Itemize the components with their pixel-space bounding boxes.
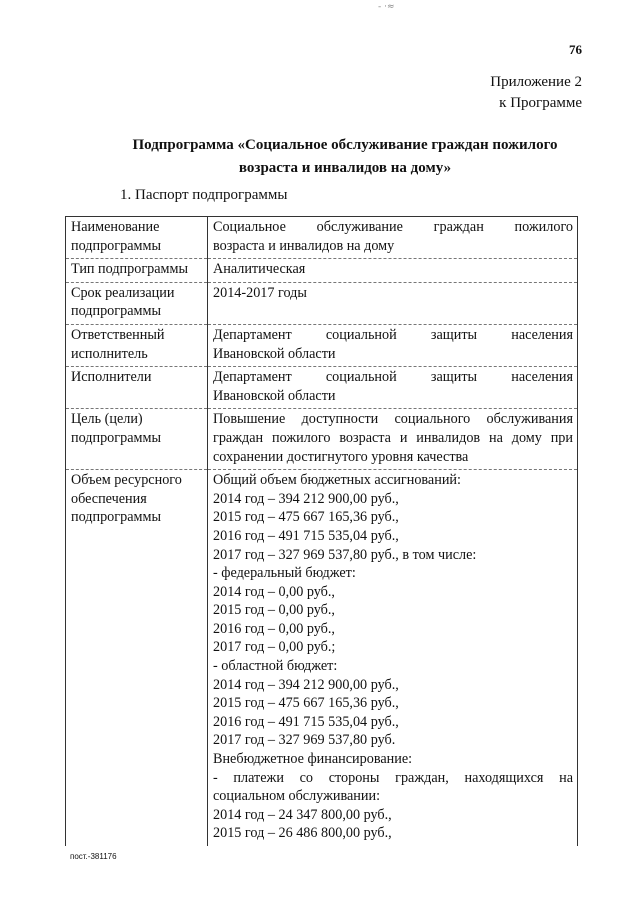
value-resources — [208, 470, 578, 846]
row-executors — [66, 367, 578, 409]
resource-line: 2016 год – 0,00 руб., — [213, 620, 335, 637]
label-executors: Исполнители — [66, 367, 208, 409]
title-line-2: возраста и инвалидов на дому» — [238, 160, 452, 176]
section-heading: 1. Паспорт подпрограммы — [120, 187, 288, 203]
value-type: Аналитическая — [208, 259, 578, 283]
footer-code: пост.-381176 — [70, 852, 117, 861]
page-number: 76 — [569, 42, 582, 57]
row-responsible — [66, 324, 578, 366]
resource-line: 2015 год – 475 667 165,36 руб., — [213, 509, 399, 526]
row-goal — [66, 409, 578, 470]
row-period — [66, 282, 578, 324]
resource-line: 2015 год – 0,00 руб., — [213, 602, 335, 619]
resource-line: - областной бюджет: — [213, 658, 338, 675]
label-period: Срок реализации подпрограммы — [66, 282, 208, 324]
resource-line: Внебюджетное финансирование: — [213, 751, 413, 768]
appendix-line-2: к Программе — [499, 95, 582, 111]
value-responsible: Департамент социальной защиты населения Ивановской области — [208, 324, 578, 366]
scan-mark: - ·≈ — [378, 2, 395, 12]
resource-line: - федеральный бюджет: — [213, 565, 356, 582]
value-name: Социальное обслуживание граждан пожилого возраста и инвалидов на дому — [208, 217, 578, 259]
title-line-1: Подпрограмма «Социальное обслуживание граждан пожилого — [132, 137, 558, 153]
passport-table — [65, 216, 578, 846]
label-name: Наименование подпрограммы — [66, 217, 208, 259]
resource-line: Общий объем бюджетных ассигнований: — [213, 472, 461, 489]
resource-line: 2016 год – 491 715 535,04 руб., — [213, 713, 399, 730]
resource-line: 2015 год – 26 486 800,00 руб., — [213, 825, 392, 842]
row-type — [66, 259, 578, 283]
label-responsible: Ответственный исполнитель — [66, 324, 208, 366]
resource-line-justified: - платежи со стороны граждан, находящихся на — [213, 769, 573, 786]
resource-line: 2015 год – 475 667 165,36 руб., — [213, 695, 399, 712]
resource-line: социальном обслуживании: — [213, 788, 381, 805]
resource-line: 2016 год – 491 715 535,04 руб., — [213, 527, 399, 544]
label-resources: Объем ресурсного обеспечения подпрограммы — [66, 470, 208, 846]
resource-line: 2017 год – 327 969 537,80 руб., в том числе: — [213, 546, 477, 563]
resource-line: 2014 год – 394 212 900,00 руб., — [213, 676, 399, 693]
row-resources — [66, 470, 578, 846]
resource-line: 2014 год – 0,00 руб., — [213, 583, 335, 600]
resource-line: 2014 год – 394 212 900,00 руб., — [213, 490, 399, 507]
value-goal: Повышение доступности социального обслуживания граждан пожилого возраста и инвалидов на дому при сохранении достигнутого уровня качества — [208, 409, 578, 470]
resource-line: 2014 год – 24 347 800,00 руб., — [213, 806, 392, 823]
label-type: Тип подпрограммы — [66, 259, 208, 283]
resource-line: 2017 год – 0,00 руб.; — [213, 639, 336, 656]
row-name — [66, 217, 578, 259]
value-executors: Департамент социальной защиты населения Ивановской области — [208, 367, 578, 409]
resource-line: 2017 год – 327 969 537,80 руб. — [213, 732, 396, 749]
value-period: 2014-2017 годы — [208, 282, 578, 324]
appendix-line-1: Приложение 2 — [490, 74, 582, 90]
appendix-note — [490, 72, 582, 114]
label-goal: Цель (цели) подпрограммы — [66, 409, 208, 470]
subprogram-title — [110, 134, 580, 180]
